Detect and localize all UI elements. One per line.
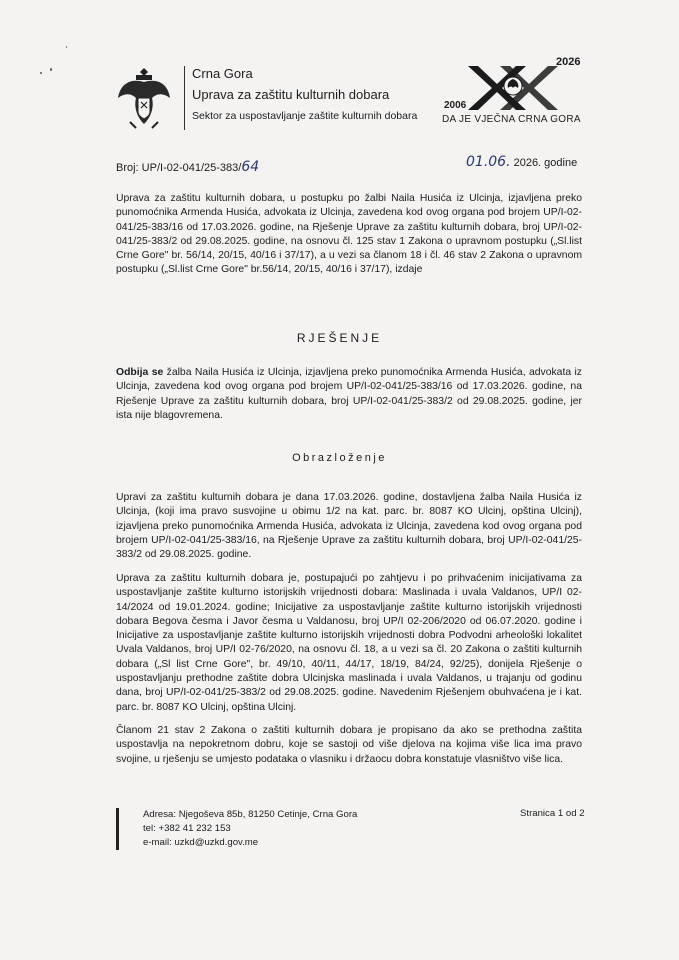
date-suffix: 2026. godine: [510, 157, 578, 169]
reasoning-paragraph-3: Članom 21 stav 2 Zakona o zaštiti kulturnih dobara je propisano da ako se prethodna zaštita uspostavlja na nepokretnom dobru, koje se sastoji od više djelova na kojima više lica ima pravo svojine, u rješenju se umjesto podataka o vlasniku i držaocu dobra konstatuje vlasništvo više lica.: [116, 725, 582, 765]
footer-email: e-mail: uzkd@uzkd.gov.me: [143, 837, 259, 848]
decision-text: žalba Naila Husića iz Ulcinja, izjavljena preko punomoćnika Armenda Husića, advokata iz Ulcinja, zavedena kod ovog organa pod brojem UP/I-02-041/25-383/16 od 17.03.2026. godine, na Rješenje Uprave za zaštitu kulturnih dobara, broj UP/I-02-041/25-383/2 od 29.08.2025. godine, jer ista nije blagovremena.: [116, 367, 582, 421]
decision-paragraph: [116, 366, 582, 423]
jubilee-year-end: 2026: [556, 56, 581, 68]
scan-speck: [40, 72, 42, 74]
scan-speck: [50, 68, 52, 71]
decision-title: RJEŠENJE: [296, 331, 383, 345]
org-country: Crna Gora: [192, 66, 253, 81]
footer-address: Adresa: Njegoševa 85b, 81250 Cetinje, Crna Gora: [143, 809, 358, 820]
header-divider: [184, 66, 185, 130]
document-date: [466, 154, 577, 170]
decision-bold: Odbija se: [116, 367, 164, 378]
org-sector: Sektor za uspostavljanje zaštite kulturnih dobara: [192, 110, 418, 122]
scan-speck: [66, 46, 67, 48]
reasoning-paragraph-1: Upravi za zaštitu kulturnih dobara je dana 17.03.2026. godine, dostavljena žalba Naila Husića iz Ulcinja, (koji ima pravo susvojine u obimu 1/2 na kat. parc. br. 8087 KO Ulcinj, opština Ulcinj), izjavljena preko punomoćnika Armenda Husića, advokata iz Ulcinja, zavedena kod ovog organa pod brojem UP/I-02-041/25-383/16, na Rješenje Uprave za zaštitu kulturnih dobara, broj UP/I-02-041/25-383/2 od 29.08.2025. godine.: [116, 492, 582, 561]
org-name: Uprava za zaštitu kulturnih dobara: [192, 87, 390, 102]
reference-number: [116, 159, 259, 175]
page-number: Stranica 1 od 2: [520, 808, 585, 819]
reference-handwritten: 64: [241, 159, 260, 175]
footer-address-block: [143, 808, 357, 850]
footer-divider: [116, 808, 119, 850]
reasoning-title: Obrazloženje: [292, 452, 387, 464]
date-handwritten: 01.06.: [466, 154, 511, 170]
reference-label: Broj: UP/I-02-041/25-383/: [116, 162, 242, 174]
coat-of-arms-icon: [116, 64, 172, 132]
jubilee-slogan: DA JE VJEČNA CRNA GORA: [442, 114, 581, 125]
footer-phone: tel: +382 41 232 153: [143, 823, 231, 834]
intro-paragraph: Uprava za zaštitu kulturnih dobara, u postupku po žalbi Naila Husića iz Ulcinja, izjavljena preko punomoćnika Armenda Husića, advokata iz Ulcinja, zavedena kod ovog organa pod brojem UP/I-02-041/25-383/16 od 17.03.2026. godine, na Rješenje Uprave za zaštitu kulturnih dobara, broj UP/I-02-041/25-383/2 od 29.08.2025. godine, na osnovu čl. 125 stav 1 Zakona o upravnom postupku („Sl.list Crne Gore" br. 56/14, 20/15, 40/16 i 37/17), a u vezi sa članom 18 i čl. 46 stav 2 Zakona o upravnom postupku („Sl.list Crne Gore" br.56/14, 20/15, 40/16 i 37/17), izdaje: [116, 193, 582, 276]
reasoning-paragraph-2: Uprava za zaštitu kulturnih dobara je, postupajući po zahtjevu i po prihvaćenim inicijativama za uspostavljanje zaštite kulturno istorijskih vrijednosti dobara: Maslinada i uvala Valdanos, UP/I 02-14/2024 od 19.01.2024. godine; Inicijative za uspostavljanje zaštite kulturno istorijskih vrijednosti dobara Begova česma i Javor česma u Valdanosu, broj UP/I 02-206/2020 od 06.07.2020. godine i Inicijative za uspostavljanje zaštite kulturno istorijskih vrijednosti dobra Podvodni arheološki lokalitet Uvala Valdanos, broj UP/I 02-76/2020, na osnovu čl. 18, a u vezi sa čl. 20 Zakona o zaštiti kulturnih dobara („Sl list Crne Gore", br. 49/10, 40/11, 44/17, 18/19, 84/24, 92/25), donijela Rješenje o uspostavljanju prethodne zaštite dobra Ulcinjska maslinada i uvala Valdanos, u trajanju od godinu dana, broj UP/I-02-041/25-383/2 od 29.08.2025. godine. Navedenim Rješenjem obuhvaćena je i kat. parc. br. 8087 KO Ulcinj, opština Ulcinj.: [116, 573, 582, 713]
jubilee-year-start: 2006: [444, 100, 467, 111]
